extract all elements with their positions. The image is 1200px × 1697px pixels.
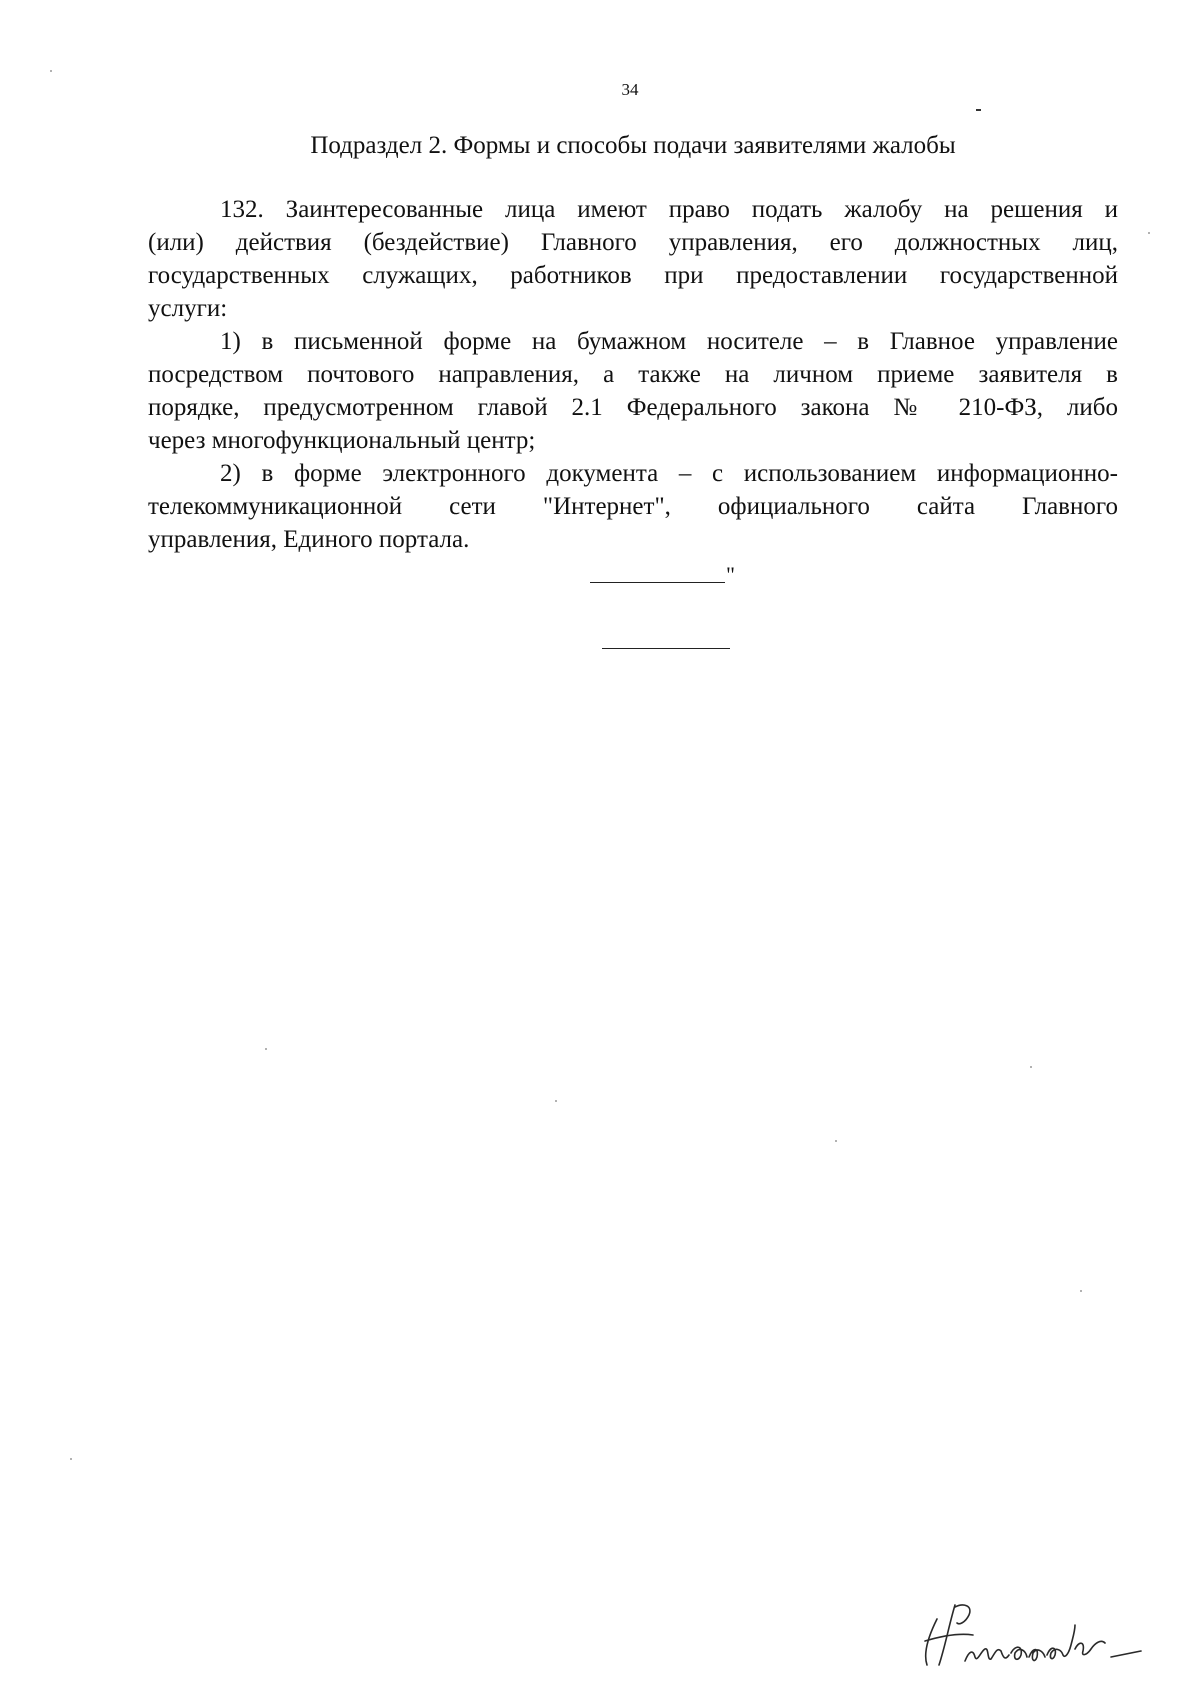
closing-rule [590, 582, 725, 583]
paragraph-item-1 [148, 325, 1118, 457]
scan-speck [50, 70, 52, 72]
scan-speck [1080, 1290, 1082, 1292]
text-line: государственных служащих, работников при предоставлении государственной [148, 262, 1118, 289]
scan-mark [976, 109, 981, 111]
end-rule [602, 648, 730, 649]
scan-speck [555, 1100, 557, 1102]
scan-speck [1148, 232, 1150, 234]
scan-speck [1030, 1066, 1032, 1068]
text-line: посредством почтового направления, а также на личном приеме заявителя в [148, 361, 1118, 388]
text-line: через многофункциональный центр; [148, 427, 536, 454]
text-line: порядке, предусмотренном главой 2.1 Федерального закона № 210-ФЗ, либо [148, 394, 1118, 421]
text-line: телекоммуникационной сети "Интернет", официального сайта Главного [148, 493, 1118, 520]
text-line: 2) в форме электронного документа – с использованием информационно- [220, 460, 1118, 487]
paragraph-item-2 [148, 457, 1118, 556]
closing-quote: " [726, 562, 735, 587]
section-heading: Подраздел 2. Формы и способы подачи заявителями жалобы [310, 132, 956, 159]
handwritten-signature [915, 1595, 1165, 1675]
scan-speck [265, 1048, 267, 1050]
text-line: управления, Единого портала. [148, 526, 470, 553]
text-line: 132. Заинтересованные лица имеют право подать жалобу на решения и [220, 196, 1118, 223]
scan-speck [70, 1458, 72, 1460]
text-line: 1) в письменной форме на бумажном носителе – в Главное управление [220, 328, 1118, 355]
page-number: 34 [621, 80, 639, 99]
text-line: (или) действия (бездействие) Главного управления, его должностных лиц, [148, 229, 1118, 256]
scan-speck [835, 1140, 837, 1142]
text-line: услуги: [148, 295, 228, 322]
body-text [148, 193, 1118, 556]
paragraph-132 [148, 193, 1118, 325]
